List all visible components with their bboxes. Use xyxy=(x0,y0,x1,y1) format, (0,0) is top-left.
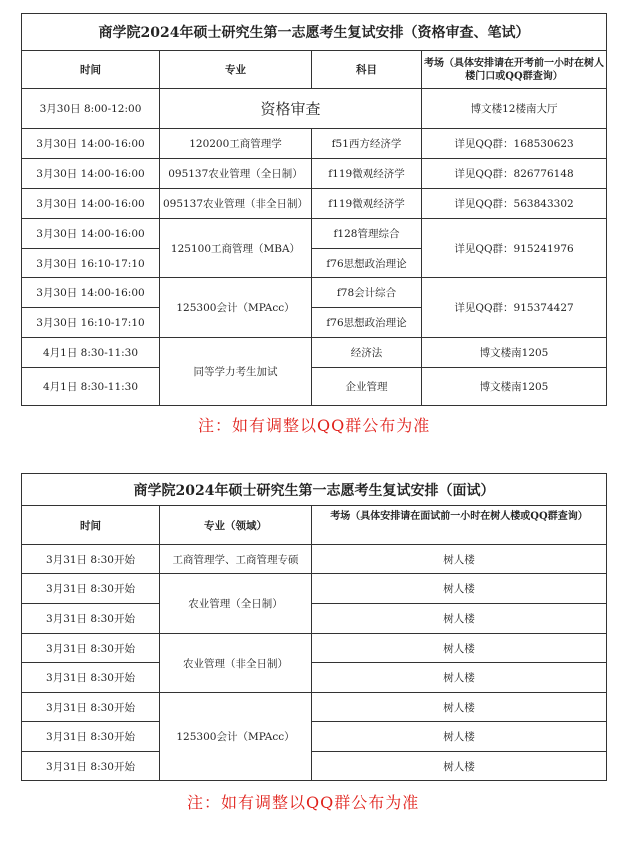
table-row xyxy=(22,89,607,129)
cell-venue: 详见QQ群：563843302 xyxy=(422,189,607,219)
cell-subject: f119微观经济学 xyxy=(312,189,422,219)
table-title: 商学院2024年硕士研究生第一志愿考生复试安排（资格审查、笔试） xyxy=(22,14,607,51)
cell-time: 3月31日 8:30开始 xyxy=(22,663,160,693)
table-row xyxy=(22,634,607,663)
adjustment-note: 注：如有调整以QQ群公布为准 xyxy=(198,416,431,435)
table-row xyxy=(22,219,607,249)
cell-subject: f119微观经济学 xyxy=(312,159,422,189)
cell-venue: 树人楼 xyxy=(312,574,607,604)
cell-time: 3月30日 8:00-12:00 xyxy=(22,89,160,129)
cell-subject: f76思想政治理论 xyxy=(312,249,422,278)
table-row xyxy=(22,604,607,634)
cell-venue: 树人楼 xyxy=(312,752,607,781)
table-row xyxy=(22,693,607,722)
table-row xyxy=(22,545,607,574)
cell-major: 095137农业管理（非全日制） xyxy=(160,189,312,219)
cell-subject: f128管理综合 xyxy=(312,219,422,249)
cell-venue: 树人楼 xyxy=(312,634,607,663)
cell-venue: 详见QQ群：168530623 xyxy=(422,129,607,159)
table-row xyxy=(22,722,607,752)
table-row xyxy=(22,574,607,604)
cell-subject: 企业管理 xyxy=(312,368,422,406)
header-major: 专业（领域） xyxy=(160,506,312,545)
cell-venue: 树人楼 xyxy=(312,545,607,574)
cell-time: 3月30日 14:00-16:00 xyxy=(22,159,160,189)
table-row xyxy=(22,189,607,219)
cell-time: 4月1日 8:30-11:30 xyxy=(22,338,160,368)
table-title: 商学院2024年硕士研究生第一志愿考生复试安排（面试） xyxy=(22,474,607,506)
cell-venue: 树人楼 xyxy=(312,722,607,752)
cell-major: 农业管理（全日制） xyxy=(160,574,312,634)
cell-venue: 博文楼12楼南大厅 xyxy=(422,89,607,129)
cell-time: 3月31日 8:30开始 xyxy=(22,574,160,604)
cell-venue: 树人楼 xyxy=(312,663,607,693)
cell-venue: 博文楼南1205 xyxy=(422,368,607,406)
cell-major: 125300会计（MPAcc） xyxy=(160,693,312,781)
header-venue: 考场（具体安排请在面试前一小时在树人楼或QQ群查询） xyxy=(312,506,607,545)
cell-time: 4月1日 8:30-11:30 xyxy=(22,368,160,406)
adjustment-note: 注：如有调整以QQ群公布为准 xyxy=(187,793,420,812)
cell-time: 3月30日 14:00-16:00 xyxy=(22,129,160,159)
cell-time: 3月31日 8:30开始 xyxy=(22,722,160,752)
cell-major-subject: 资格审查 xyxy=(160,89,422,129)
cell-venue: 详见QQ群：915374427 xyxy=(422,278,607,338)
table-row xyxy=(22,663,607,693)
header-major: 专业 xyxy=(160,51,312,89)
cell-time: 3月31日 8:30开始 xyxy=(22,634,160,663)
table-row xyxy=(22,159,607,189)
cell-time: 3月30日 14:00-16:00 xyxy=(22,219,160,249)
cell-subject: f51西方经济学 xyxy=(312,129,422,159)
interview-table xyxy=(21,473,607,781)
table-row xyxy=(22,129,607,159)
cell-venue: 博文楼南1205 xyxy=(422,338,607,368)
cell-major: 095137农业管理（全日制） xyxy=(160,159,312,189)
cell-major: 120200工商管理学 xyxy=(160,129,312,159)
cell-time: 3月30日 16:10-17:10 xyxy=(22,249,160,278)
cell-venue: 详见QQ群：826776148 xyxy=(422,159,607,189)
cell-major: 工商管理学、工商管理专硕 xyxy=(160,545,312,574)
written-exam-table xyxy=(21,13,607,406)
cell-time: 3月31日 8:30开始 xyxy=(22,693,160,722)
header-subject: 科目 xyxy=(312,51,422,89)
table-row xyxy=(22,338,607,368)
cell-major: 125300会计（MPAcc） xyxy=(160,278,312,338)
cell-time: 3月31日 8:30开始 xyxy=(22,545,160,574)
header-time: 时间 xyxy=(22,506,160,545)
cell-venue: 树人楼 xyxy=(312,604,607,634)
cell-subject: f76思想政治理论 xyxy=(312,308,422,338)
header-venue: 考场（具体安排请在开考前一小时在树人楼门口或QQ群查询） xyxy=(422,51,607,89)
header-time: 时间 xyxy=(22,51,160,89)
table-row xyxy=(22,752,607,781)
cell-subject: f78会计综合 xyxy=(312,278,422,308)
cell-time: 3月31日 8:30开始 xyxy=(22,752,160,781)
table-row xyxy=(22,368,607,406)
table-row xyxy=(22,278,607,308)
cell-major: 农业管理（非全日制） xyxy=(160,634,312,693)
cell-time: 3月30日 14:00-16:00 xyxy=(22,189,160,219)
cell-time: 3月30日 16:10-17:10 xyxy=(22,308,160,338)
cell-time: 3月31日 8:30开始 xyxy=(22,604,160,634)
cell-venue: 详见QQ群：915241976 xyxy=(422,219,607,278)
cell-subject: 经济法 xyxy=(312,338,422,368)
cell-major: 同等学力考生加试 xyxy=(160,338,312,406)
cell-venue: 树人楼 xyxy=(312,693,607,722)
cell-major: 125100工商管理（MBA） xyxy=(160,219,312,278)
cell-time: 3月30日 14:00-16:00 xyxy=(22,278,160,308)
